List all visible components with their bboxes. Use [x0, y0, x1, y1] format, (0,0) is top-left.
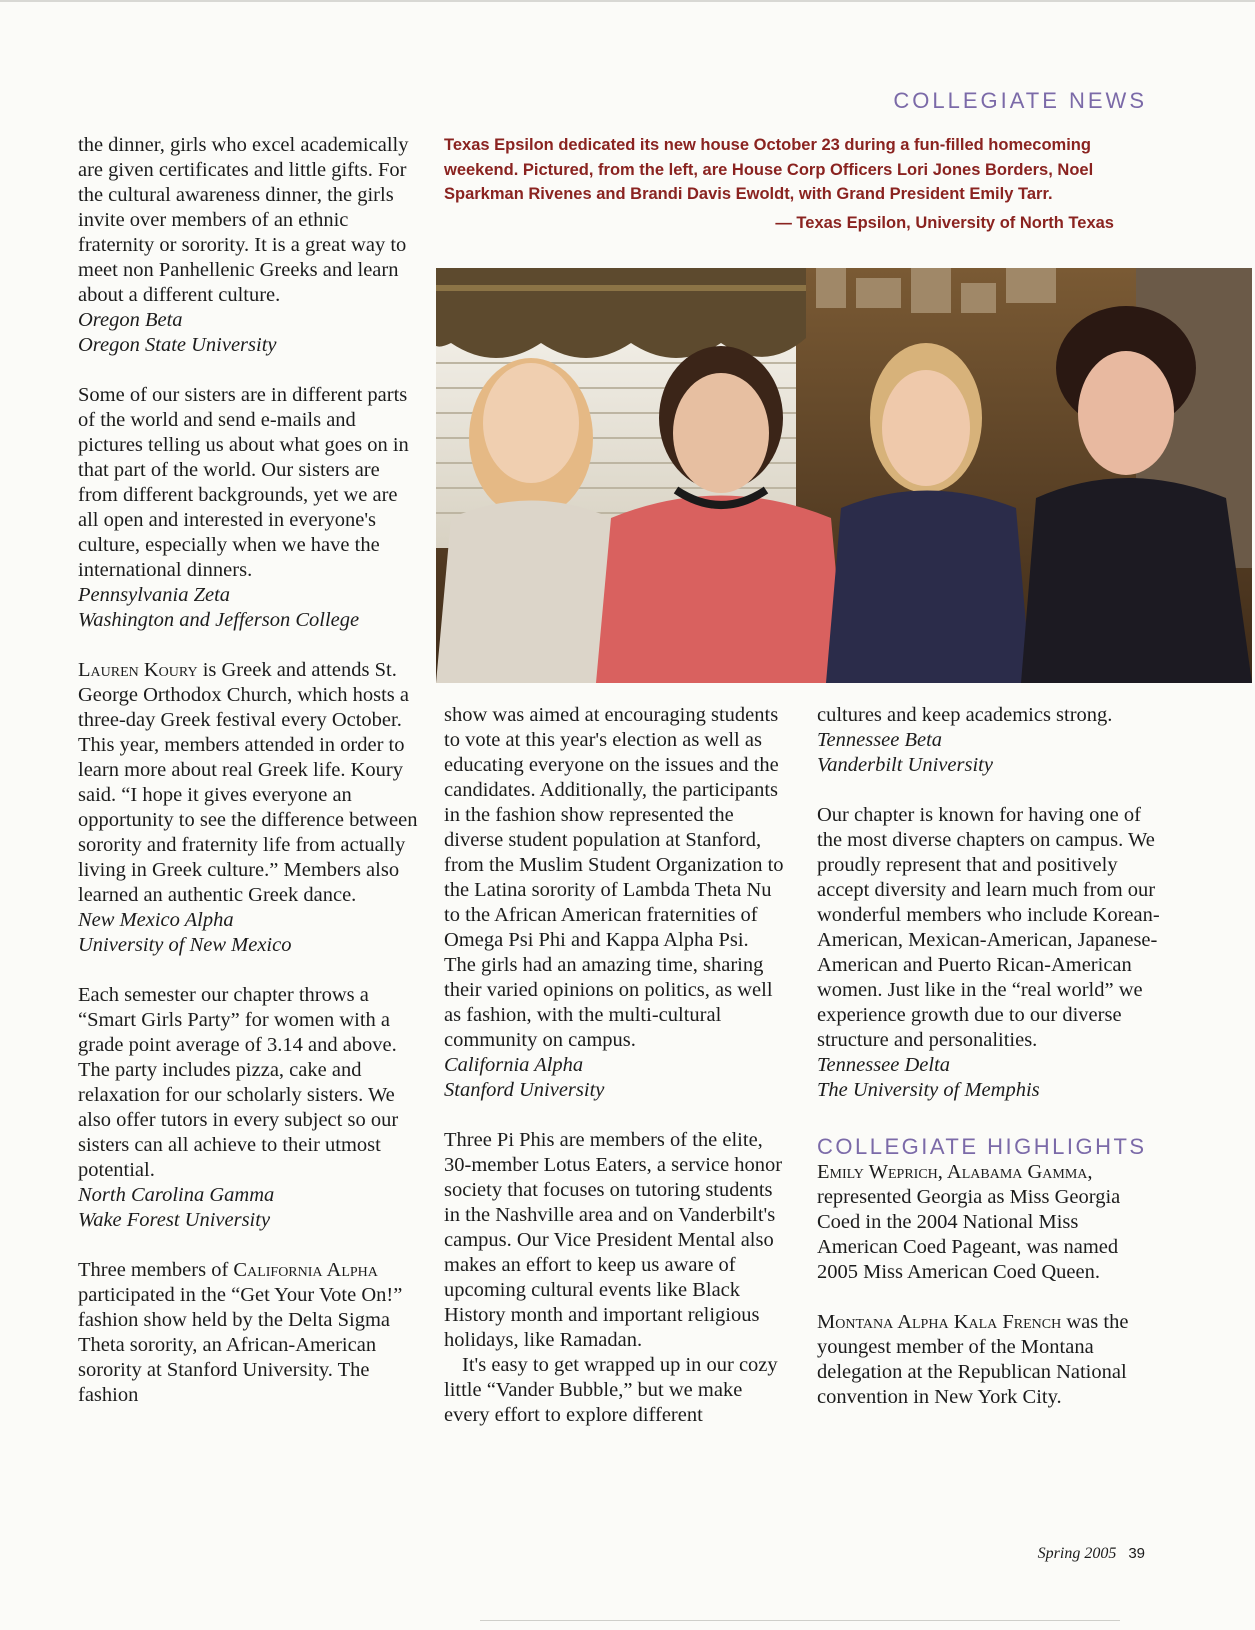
article-paragraph: cultures and keep academics strong.: [817, 704, 1113, 726]
chapter-name: North Carolina Gamma: [78, 1184, 275, 1206]
photo-caption: [444, 133, 1134, 235]
school-name: Washington and Jefferson College: [78, 609, 360, 631]
page-number: 39: [1128, 1545, 1145, 1562]
school-name: The University of Memphis: [817, 1079, 1040, 1101]
caption-text: Texas Epsilon dedicated its new house October 23 during a fun-filled homecoming weekend. Pictured, from the left, are House Corp Officers Lori Jones Borders, Noel Sparkman Rivenes and Brandi Davis Ewoldt, with Grand President Emily Tarr.: [444, 136, 1094, 203]
highlight-paragraph: [817, 1160, 1162, 1285]
caption-credit: — Texas Epsilon, University of North Texas: [775, 213, 1114, 232]
chapter-name: Tennessee Delta: [817, 1054, 951, 1076]
chapter-name: Tennessee Beta: [817, 729, 943, 751]
school-name: Vanderbilt University: [817, 754, 993, 776]
article-paragraph: It's easy to get wrapped up in our cozy little “Vander Bubble,” but we make every effort to explore different: [444, 1354, 778, 1426]
paragraph-text: Three members of: [78, 1259, 234, 1281]
issue-label: Spring 2005: [1037, 1545, 1117, 1562]
paragraph-text: participated in the “Get Your Vote On!” fashion show held by the Delta Sigma Theta sorority, an African-American sorority at Stanford University. The fashion: [78, 1284, 403, 1406]
chapter-name: New Mexico Alpha: [78, 909, 234, 931]
section-header: COLLEGIATE NEWS: [893, 88, 1147, 113]
article-paragraph: Each semester our chapter throws a “Smart Girls Party” for women with a grade point average of 3.14 and above. The party includes pizza, cake and relaxation for our scholarly sisters. We also offer tutors in every subject so our sisters can all achieve to their utmost potential.: [78, 984, 399, 1181]
chapter-name: California Alpha: [444, 1054, 584, 1076]
school-name: Oregon State University: [78, 334, 277, 356]
chapter-name: Oregon Beta: [78, 309, 183, 331]
group-photo-illustration: [436, 268, 1252, 683]
highlight-paragraph: [817, 1310, 1162, 1410]
paragraph-text: was the youngest member of the Montana delegation at the Republican National convention in New York City.: [817, 1311, 1129, 1408]
paragraph-text: is Greek and attends St. George Orthodox Church, which hosts a three-day Greek festival every October. This year, members attended in order to learn more about real Greek life. Koury said. “I hope it gives everyone an opportunity to see the difference between sorority and fraternity life from actually living in Greek culture.” Members also learned an authentic Greek dance.: [78, 659, 418, 906]
school-name: University of New Mexico: [78, 934, 292, 956]
member-name: Emily Weprich, Alabama Gamma,: [817, 1161, 1093, 1183]
left-column: [78, 133, 423, 1408]
article-paragraph: show was aimed at encouraging students to vote at this year's election as well as educating everyone on the issues and the candidates. Additionally, the participants in the fashion show represented the diverse student population at Stanford, from the Muslim Student Organization to the Latina sorority of Lambda Theta Nu to the African American fraternities of Omega Psi Phi and Kappa Alpha Psi. The girls had an amazing time, sharing their varied opinions on politics, as well as fashion, with the multi-cultural community on campus.: [444, 704, 784, 1051]
middle-column: [444, 703, 784, 1428]
member-name: Lauren Koury: [78, 659, 198, 681]
article-paragraph: Our chapter is known for having one of the most diverse chapters on campus. We proudly represent that and positively accept diversity and learn much from our wonderful members who include Korean-American, Mexican-American, Japanese-American and Puerto Rican-American women. Just like in the “real world” we experience growth due to our diverse structure and personalities.: [817, 804, 1160, 1051]
right-column: [817, 703, 1162, 1410]
bottom-rule: [480, 1620, 1120, 1621]
member-name: Montana Alpha Kala French: [817, 1311, 1062, 1333]
article-paragraph: the dinner, girls who excel academically are given certificates and little gifts. For the cultural awareness dinner, the girls invite over members of an ethnic fraternity or sorority. It is a great way to meet non Panhellenic Greeks and learn about a different culture.: [78, 134, 409, 306]
article-paragraph: Some of our sisters are in different parts of the world and send e-mails and pictures telling us about what goes on in that part of the world. Our sisters are from different backgrounds, yet we are all open and interested in everyone's culture, especially when we have the international dinners.: [78, 384, 409, 581]
chapter-name: Pennsylvania Zeta: [78, 584, 231, 606]
page-footer: [1038, 1545, 1145, 1563]
top-rule: [0, 0, 1255, 2]
school-name: Stanford University: [444, 1079, 605, 1101]
chapter-mention: California Alpha: [233, 1259, 378, 1281]
article-paragraph: Three Pi Phis are members of the elite, 30-member Lotus Eaters, a service honor society that focuses on tutoring students in the Nashville area and on Vanderbilt's campus. Our Vice President Mental also makes an effort to keep us aware of upcoming cultural events like Black History month and important religious holidays, like Ramadan.: [444, 1129, 783, 1351]
school-name: Wake Forest University: [78, 1209, 271, 1231]
article-paragraph: [78, 658, 423, 908]
paragraph-text: represented Georgia as Miss Georgia Coed in the 2004 National Miss American Coed Pageant, was named 2005 Miss American Coed Queen.: [817, 1186, 1121, 1283]
group-photo: [436, 268, 1252, 683]
article-paragraph: [78, 1258, 423, 1408]
highlights-heading: COLLEGIATE HIGHLIGHTS: [817, 1134, 1147, 1159]
